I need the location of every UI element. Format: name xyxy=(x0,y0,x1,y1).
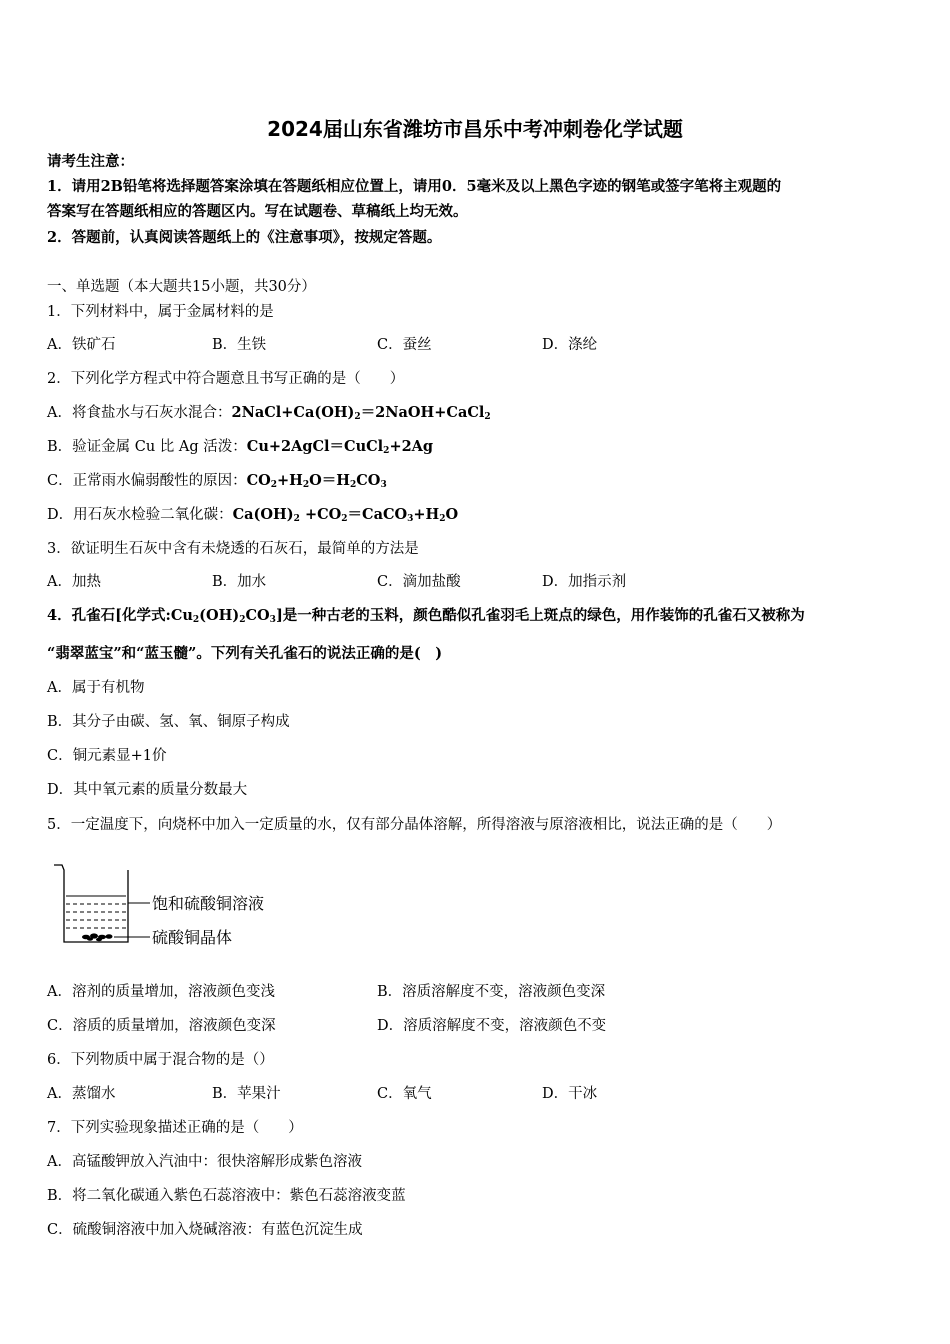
q4-stem-line-2: “翡翠蓝宝”和“蓝玉髓”。下列有关孔雀石的说法正确的是( ) xyxy=(47,645,443,662)
q4-stem-line-1 xyxy=(47,606,805,626)
q2-option-c-equation: $CO_2+H_2O=H_2CO_3$ xyxy=(246,472,387,490)
q6-option-c: C．氧气 xyxy=(377,1086,432,1102)
beaker-figure xyxy=(52,862,292,952)
q2-option-d-equation: $Ca(OH)_2$ $+CO_2=CaCO_3+H_2O$ xyxy=(232,506,459,524)
notice-item-1-line-2: 答案写在答题纸相应的答题区内。写在试题卷、草稿纸上均无效。 xyxy=(47,203,468,220)
q1-stem: 1．下列材料中，属于金属材料的是 xyxy=(47,304,274,320)
q2-option-b-label: B．验证金属 Cu 比 Ag 活泼： xyxy=(47,439,247,455)
q2-option-b xyxy=(47,437,433,457)
q5-stem: 5．一定温度下，向烧杯中加入一定质量的水，仅有部分晶体溶解，所得溶液与原溶液相比，说法正确的是（ ） xyxy=(47,817,782,833)
exam-title: 2024届山东省潍坊市昌乐中考冲刺卷化学试题 xyxy=(267,117,683,141)
q1-option-d: D．涤纶 xyxy=(542,337,598,353)
q3-option-c: C．滴加盐酸 xyxy=(377,574,461,590)
q6-option-d: D．干冰 xyxy=(542,1086,598,1102)
solution-lines xyxy=(66,896,126,928)
q3-option-a: A．加热 xyxy=(47,574,101,590)
figure-label-solution: 饱和硫酸铜溶液 xyxy=(152,894,265,913)
q4-option-d: D．其中氧元素的质量分数最大 xyxy=(47,782,248,798)
q2-option-c-label: C．正常雨水偏弱酸性的原因： xyxy=(47,473,247,489)
q2-option-d-label: D．用石灰水检验二氧化碳： xyxy=(47,507,233,523)
q1-option-c: C．蚕丝 xyxy=(377,337,432,353)
figure-label-crystal: 硫酸铜晶体 xyxy=(152,928,233,947)
notice-item-1-line-1: 1．请用2B铅笔将选择题答案涂填在答题纸相应位置上，请用0．5毫米及以上黑色字迹的钢笔或签字笔将主观题的 xyxy=(47,178,782,195)
q4-stem-suffix: ]是一种古老的玉料，颜色酷似孔雀羽毛上斑点的绿色，用作装饰的孔雀石又被称为 xyxy=(275,607,805,624)
q2-stem: 2．下列化学方程式中符合题意且书写正确的是（ ） xyxy=(47,371,405,387)
q2-option-d xyxy=(47,505,458,525)
q2-option-a xyxy=(47,403,491,423)
q7-option-b: B．将二氧化碳通入紫色石蕊溶液中：紫色石蕊溶液变蓝 xyxy=(47,1188,406,1204)
notice-heading: 请考生注意： xyxy=(47,153,134,170)
crystal-particles xyxy=(82,933,113,941)
q5-option-c: C．溶质的质量增加，溶液颜色变深 xyxy=(47,1018,276,1034)
q4-option-b: B．其分子由碳、氢、氧、铜原子构成 xyxy=(47,714,290,730)
q1-option-b: B．生铁 xyxy=(212,337,267,353)
q6-option-b: B．苹果汁 xyxy=(212,1086,281,1102)
q1-option-a: A．铁矿石 xyxy=(47,337,116,353)
q5-option-a: A．溶剂的质量增加，溶液颜色变浅 xyxy=(47,984,275,1000)
q4-option-c: C．铜元素显+1价 xyxy=(47,748,167,764)
q2-option-c xyxy=(47,471,387,491)
q7-stem: 7．下列实验现象描述正确的是（ ） xyxy=(47,1120,303,1136)
q2-option-a-label: A．将食盐水与石灰水混合： xyxy=(47,405,232,421)
q4-stem-prefix: 4．孔雀石[化学式: xyxy=(47,607,171,624)
q7-option-c: C．硫酸铜溶液中加入烧碱溶液：有蓝色沉淀生成 xyxy=(47,1222,363,1238)
q3-option-d: D．加指示剂 xyxy=(542,574,627,590)
q3-option-b: B．加水 xyxy=(212,574,267,590)
q6-option-a: A．蒸馏水 xyxy=(47,1086,116,1102)
q6-stem: 6．下列物质中属于混合物的是（） xyxy=(47,1052,274,1068)
q4-option-a: A．属于有机物 xyxy=(47,680,145,696)
q2-option-b-equation: Cu+2AgCl＝CuCl$_2$+2Ag xyxy=(246,438,434,456)
notice-item-2: 2．答题前，认真阅读答题纸上的《注意事项》，按规定答题。 xyxy=(47,229,442,246)
q4-formula: $Cu_2(OH)_2CO_3$ xyxy=(170,607,276,625)
q7-option-a: A．高锰酸钾放入汽油中：很快溶解形成紫色溶液 xyxy=(47,1154,362,1170)
q3-stem: 3．欲证明生石灰中含有未烧透的石灰石，最简单的方法是 xyxy=(47,541,419,557)
section-heading: 一、单选题（本大题共15小题，共30分） xyxy=(47,279,316,295)
q5-option-b: B．溶质溶解度不变，溶液颜色变深 xyxy=(377,984,606,1000)
q2-option-a-equation: $2NaCl+Ca(OH)_2=2NaOH+CaCl_2$ xyxy=(231,404,491,422)
q5-option-d: D．溶质溶解度不变，溶液颜色不变 xyxy=(377,1018,607,1034)
